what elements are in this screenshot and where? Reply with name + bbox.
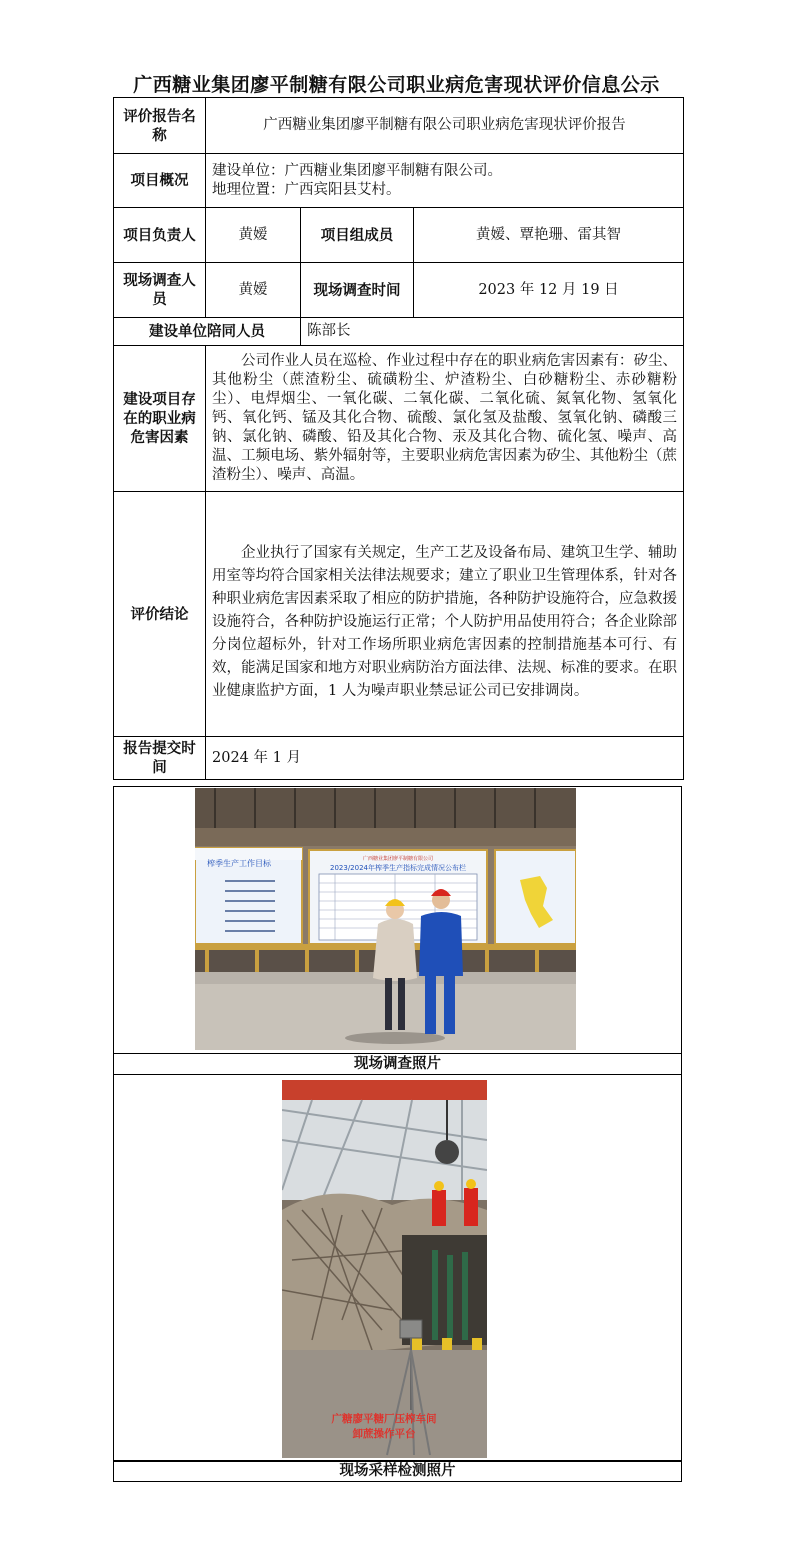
overlay-line-2: 卸蔗操作平台 <box>352 1428 416 1440</box>
investigators-value: 黄嫒 <box>206 263 301 318</box>
photo2-caption: 现场采样检测照片 <box>113 1460 682 1482</box>
page-title: 广西糖业集团廖平制糖有限公司职业病危害现状评价信息公示 <box>133 74 660 96</box>
site-sampling-photo <box>282 1080 487 1458</box>
board-left-title: 榨季生产工作目标 <box>207 859 271 868</box>
conclusion-paragraph: 企业执行了国家有关规定，生产工艺及设备布局、建筑卫生学、辅助用室等均符合国家相关法律法规要求；建立了职业卫生管理体系，针对各种职业病危害因素采取了相应的防护措施，各种防护设施符合，应急救援设施符合，各种防护设施运行正常；个人防护用品使用符合；各企业除部分岗位超标外，针对工作场所职业病危害因素的控制措施基本可行、有效，能满足国家和地方对职业病防治方面法律、法规、标准的要求。在职业健康监护方面，1 人为噪声职业禁忌证公司已安排调岗。 <box>212 544 678 699</box>
survey-time-value: 2023 年 12 月 19 日 <box>414 263 684 318</box>
info-table <box>113 97 684 780</box>
overview-line-2: 地理位置：广西宾阳县艾村。 <box>212 181 401 198</box>
board-center-header: 广西糖业集团廖平制糖有限公司 <box>362 856 434 862</box>
hazards-text <box>206 346 684 492</box>
conclusion-label: 评价结论 <box>114 492 206 737</box>
overview-line-1: 建设单位：广西糖业集团廖平制糖有限公司。 <box>212 162 502 179</box>
overview-label: 项目概况 <box>114 154 206 208</box>
overlay-line-1: 广糖廖平糖厂压榨车间 <box>331 1413 437 1425</box>
report-name-label: 评价报告名称 <box>114 98 206 154</box>
board-center-title: 2023/2024年榨季生产指标完成情况公布栏 <box>330 864 466 872</box>
leader-label: 项目负责人 <box>114 208 206 263</box>
submit-label: 报告提交时间 <box>114 737 206 780</box>
hazards-paragraph: 公司作业人员在巡检、作业过程中存在的职业病危害因素有：矽尘、其他粉尘（蔗渣粉尘、硫磺粉尘、炉渣粉尘、白砂糖粉尘、赤砂糖粉尘）、电焊烟尘、一氧化碳、二氧化碳、二氧化硫、氮氧化物、氢氧化钙、氧化钙、锰及其化合物、硫酸、氯化氢及盐酸、氢氧化钠、磷酸三钠、氯化钠、磷酸、铅及其化合物、汞及其化合物、硫化氢、噪声、高温、工频电场、紫外辐射等，主要职业病危害因素为矽尘、其他粉尘（蔗渣粉尘）、噪声、高温。 <box>212 353 678 483</box>
photo1-caption: 现场调查照片 <box>113 1053 682 1075</box>
hazards-label: 建设项目存在的职业病危害因素 <box>114 346 206 492</box>
members-label: 项目组成员 <box>301 208 414 263</box>
members-value: 黄嫒、覃艳珊、雷其智 <box>414 208 684 263</box>
escort-label: 建设单位陪同人员 <box>114 318 301 346</box>
report-name-value: 广西糖业集团廖平制糖有限公司职业病危害现状评价报告 <box>206 98 684 154</box>
survey-time-label: 现场调查时间 <box>301 263 414 318</box>
leader-value: 黄嫒 <box>206 208 301 263</box>
submit-value: 2024 年 1 月 <box>206 737 684 780</box>
investigators-label: 现场调查人员 <box>114 263 206 318</box>
conclusion-text <box>206 492 684 737</box>
overview-value <box>206 154 684 208</box>
site-survey-photo <box>195 788 576 1050</box>
escort-value: 陈部长 <box>301 318 684 346</box>
